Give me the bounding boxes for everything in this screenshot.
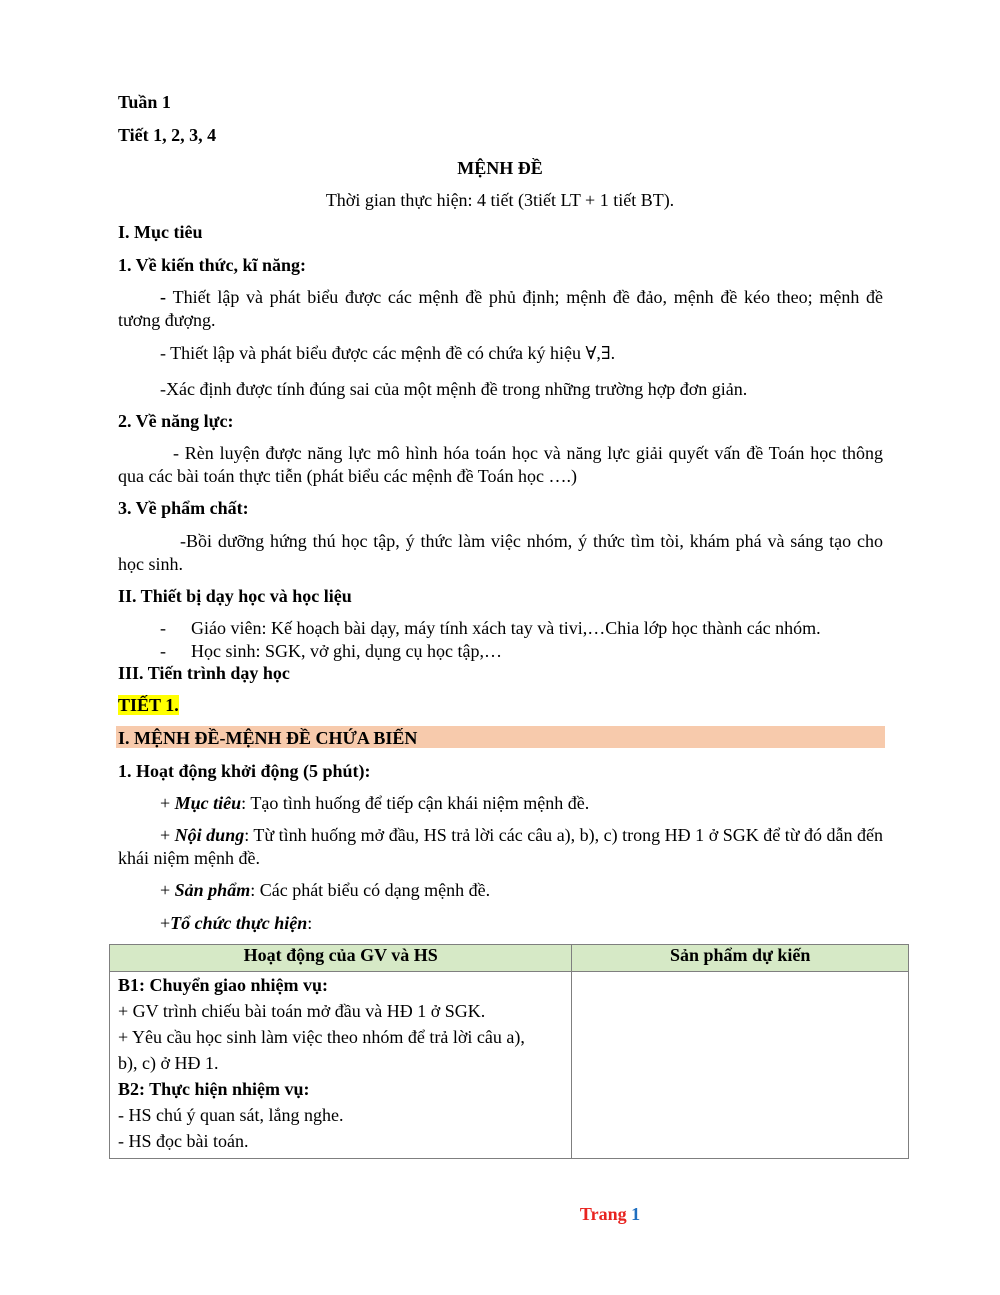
org-label: Tổ chức thực hiện xyxy=(170,913,308,933)
objectives-heading: I. Mục tiêu xyxy=(118,222,203,242)
competence-heading: 2. Về năng lực: xyxy=(118,411,234,431)
quality-heading: 3. Về phẩm chất: xyxy=(118,498,249,518)
table-cell-product xyxy=(572,972,909,1159)
table-header-product: Sản phẩm dự kiến xyxy=(572,945,909,972)
product-text: : Các phát biểu có dạng mệnh đề. xyxy=(250,880,491,900)
period-label xyxy=(118,694,179,716)
knowledge-item-2: - Thiết lập và phát biểu được các mệnh đề có chứa ký hiệu ∀,∃. xyxy=(160,343,616,363)
footer-page-number: 1 xyxy=(631,1204,641,1224)
table-header-activity: Hoạt động của GV và HS xyxy=(110,945,572,972)
goal-text: : Tạo tình huống để tiếp cận khái niệm mệnh đề. xyxy=(241,793,590,813)
knowledge-item-1-dash: - xyxy=(160,287,173,307)
org-text: : xyxy=(307,913,313,933)
equipment-bullet-1: - xyxy=(160,618,166,638)
footer-label: Trang xyxy=(579,1204,627,1224)
period-label-highlight: TIẾT 1. xyxy=(118,695,179,715)
table-header-row xyxy=(110,945,909,972)
knowledge-item-3: -Xác định được tính đúng sai của một mệnh đề trong những trường hợp đơn giản. xyxy=(160,379,748,399)
knowledge-item-1-text: Thiết lập và phát biểu được các mệnh đề phủ định; mệnh đề đảo, mệnh đề kéo theo; mệnh đề tương đượng. xyxy=(118,287,883,330)
table-cell-line: + GV trình chiếu bài toán mở đầu và HĐ 1 ở SGK. xyxy=(118,1001,486,1021)
content-line: + Nội dung: Từ tình huống mở đầu, HS trả lời các câu a), b), c) trong HĐ 1 ở SGK để từ đó dẫn đến khái niệm mệnh đề. xyxy=(118,825,883,868)
org-line: +Tổ chức thực hiện: xyxy=(160,913,313,933)
process-heading: III. Tiến trình dạy học xyxy=(118,663,290,683)
table-row xyxy=(110,972,909,1159)
product-label: Sản phẩm xyxy=(174,880,251,900)
table-cell-line: + Yêu cầu học sinh làm việc theo nhóm để trả lời câu a), xyxy=(118,1027,525,1047)
product-line: + Sản phẩm: Các phát biểu có dạng mệnh đề. xyxy=(160,880,491,900)
table-cell-activity xyxy=(110,972,572,1159)
goal-line: + Mục tiêu: Tạo tình huống để tiếp cận khái niệm mệnh đề. xyxy=(160,793,590,813)
activity-heading: 1. Hoạt động khởi động (5 phút): xyxy=(118,761,371,781)
quality-item-1: -Bồi dưỡng hứng thú học tập, ý thức làm việc nhóm, ý thức tìm tòi, khám phá và sáng tạo cho học sinh. xyxy=(118,531,883,574)
goal-label: Mục tiêu xyxy=(174,793,242,813)
competence-item-1: - Rèn luyện được năng lực mô hình hóa toán học và năng lực giải quyết vấn đề Toán học thông qua các bài toán thực tiễn (phát biểu các mệnh đề Toán học ….) xyxy=(118,443,883,486)
knowledge-item-1 xyxy=(118,286,883,332)
section-band-title: I. MỆNH ĐỀ-MỆNH ĐỀ CHỨA BIẾN xyxy=(118,728,418,748)
content-label: Nội dung xyxy=(174,825,245,845)
knowledge-heading: 1. Về kiến thức, kĩ năng: xyxy=(118,255,306,275)
equipment-item-teacher: Giáo viên: Kế hoạch bài dạy, máy tính xách tay và tivi,…Chia lớp học thành các nhóm. xyxy=(191,618,821,638)
equipment-heading: II. Thiết bị dạy học và học liệu xyxy=(118,586,352,606)
week-label: Tuần 1 xyxy=(118,92,171,112)
lesson-duration: Thời gian thực hiện: 4 tiết (3tiết LT + 1 tiết BT). xyxy=(325,190,675,210)
equipment-item-student: Học sinh: SGK, vở ghi, dụng cụ học tập,… xyxy=(191,641,502,661)
table-cell-line: B1: Chuyển giao nhiệm vụ: xyxy=(118,975,329,995)
periods-label: Tiết 1, 2, 3, 4 xyxy=(118,125,217,145)
table-cell-line: - HS đọc bài toán. xyxy=(118,1131,249,1151)
table-cell-line: B2: Thực hiện nhiệm vụ: xyxy=(118,1079,310,1099)
activity-table xyxy=(109,944,909,1159)
lesson-title: MỆNH ĐỀ xyxy=(457,158,543,178)
content-text: : Từ tình huống mở đầu, HS trả lời các câu a), b), c) trong HĐ 1 ở SGK để từ đó dẫn đến khái niệm mệnh đề. xyxy=(118,825,883,868)
table-cell-line: - HS chú ý quan sát, lắng nghe. xyxy=(118,1105,344,1125)
equipment-bullet-2: - xyxy=(160,641,166,661)
page-footer xyxy=(0,1204,1000,1225)
table-cell-line: b), c) ở HĐ 1. xyxy=(118,1053,219,1073)
